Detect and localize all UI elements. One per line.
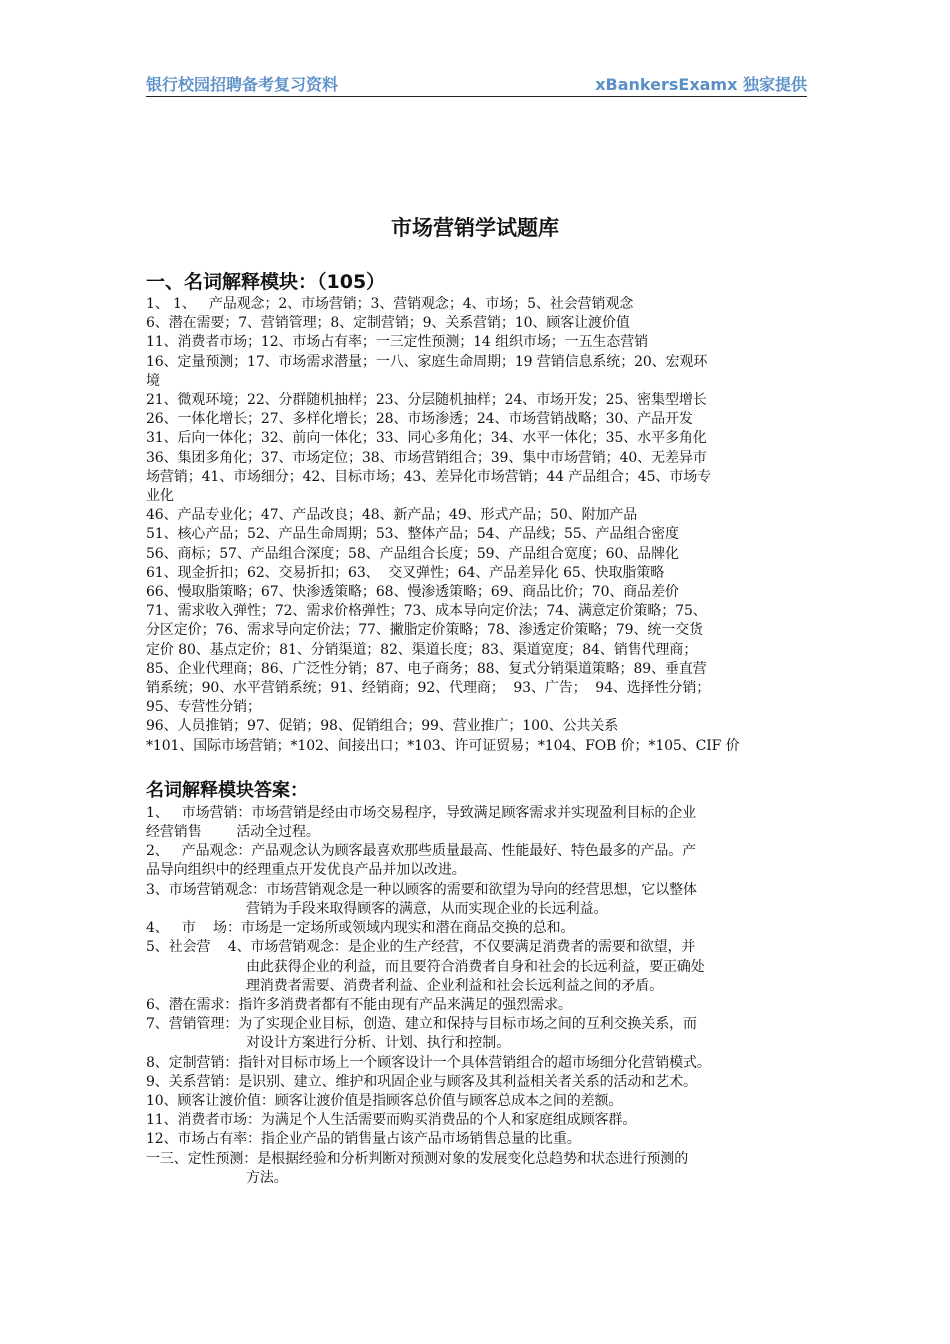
answer-line: 12、市场占有率：指企业产品的销售量占该产品市场销售总量的比重。 bbox=[146, 1131, 581, 1148]
terms-line: 销系统；90、水平营销系统；91、经销商；92、代理商； 93、广告； 94、选择性分销； bbox=[146, 680, 711, 697]
terms-line: 71、需求收入弹性；72、需求价格弹性；73、成本导向定价法；74、满意定价策略；75、 bbox=[146, 603, 707, 620]
header-right-text: xBankersExamx 独家提供 bbox=[595, 75, 807, 94]
terms-line: 61、现金折扣；62、交易折扣；63、 交叉弹性；64、产品差异化 65、快取脂策略 bbox=[146, 564, 665, 581]
document-body bbox=[146, 270, 810, 1188]
terms-line: 分区定价；76、需求导向定价法；77、撇脂定价策略；78、渗透定价策略；79、统一交货 bbox=[146, 622, 703, 639]
answer-line: 由此获得企业的利益，而且要符合消费者自身和社会的长远利益，要正确处 bbox=[246, 958, 705, 975]
answer-line: 方法。 bbox=[246, 1169, 288, 1186]
terms-line: 定价 80、基点定价；81、分销渠道；82、渠道长度；83、渠道宽度；84、销售代理商； bbox=[146, 641, 698, 658]
answer-line: 2、 产品观念：产品观念认为顾客最喜欢那些质量最高、性能最好、特色最多的产品。产 bbox=[146, 843, 697, 860]
answer-line: 经营销售 活动全过程。 bbox=[146, 824, 320, 841]
answer-line: 1、 市场营销：市场营销是经由市场交易程序，导致满足顾客需求并实现盈利目标的企业 bbox=[146, 804, 697, 821]
terms-line: 26、一体化增长；27、多样化增长；28、市场渗透；24、市场营销战略；30、产品开发 bbox=[146, 411, 693, 428]
terms-line: 31、后向一体化；32、前向一体化；33、同心多角化；34、水平一体化；35、水平多角化 bbox=[146, 430, 707, 447]
terms-line: 11、消费者市场；12、市场占有率；一三定性预测；14 组织市场；一五生态营销 bbox=[146, 334, 648, 351]
terms-list bbox=[146, 295, 810, 756]
terms-line: 46、产品专业化；47、产品改良；48、新产品；49、形式产品；50、附加产品 bbox=[146, 507, 638, 524]
terms-line: 21、微观环境；22、分群随机抽样；23、分层随机抽样；24、市场开发；25、密集型增长 bbox=[146, 392, 707, 409]
section-heading-terms: 一、名词解释模块：（105） bbox=[146, 271, 386, 293]
answer-line: 5、社会营 4、市场营销观念：是企业的生产经营，不仅要满足消费者的需要和欲望，并 bbox=[146, 939, 696, 956]
terms-line: 56、商标；57、产品组合深度；58、产品组合长度；59、产品组合宽度；60、品牌化 bbox=[146, 545, 679, 562]
answer-line: 6、潜在需求：指许多消费者都有不能由现有产品来满足的强烈需求。 bbox=[146, 996, 572, 1013]
answer-line: 9、关系营销：是识别、建立、维护和巩固企业与顾客及其利益相关者关系的活动和艺术。 bbox=[146, 1073, 697, 1090]
terms-line: 业化 bbox=[146, 488, 174, 505]
terms-line: 95、专营性分销； bbox=[146, 699, 261, 716]
header-left-text: 银行校园招聘备考复习资料 bbox=[146, 75, 339, 94]
answer-line: 对设计方案进行分析、计划、执行和控制。 bbox=[246, 1035, 511, 1052]
answer-line: 3、市场营销观念：市场营销观念是一种以顾客的需要和欲望为导向的经营思想，它以整体 bbox=[146, 881, 697, 898]
answer-line: 品导向组织中的经理重点开发优良产品并加以改进。 bbox=[146, 862, 466, 879]
answer-line: 4、 市 场：市场是一定场所或领域内现实和潜在商品交换的总和。 bbox=[146, 920, 575, 937]
terms-line: 16、定量预测；17、市场需求潜量；一八、家庭生命周期；19 营销信息系统；20、宏观环 bbox=[146, 353, 708, 370]
terms-line: 85、企业代理商；86、广泛性分销；87、电子商务；88、复式分销渠道策略；89、垂直营 bbox=[146, 660, 707, 677]
answer-line: 10、顾客让渡价值：顾客让渡价值是指顾客总价值与顾客总成本之间的差额。 bbox=[146, 1092, 623, 1109]
terms-line: 境 bbox=[146, 372, 160, 389]
terms-line: 96、人员推销；97、促销；98、促销组合；99、营业推广；100、公共关系 bbox=[146, 718, 619, 735]
terms-line: 1、 1、 产品观念；2、市场营销；3、营销观念；4、市场；5、社会营销观念 bbox=[146, 296, 634, 312]
answer-line: 8、定制营销：指针对目标市场上一个顾客设计一个具体营销组合的超市场细分化营销模式。 bbox=[146, 1054, 711, 1071]
answer-line: 7、营销管理：为了实现企业目标，创造、建立和保持与目标市场之间的互利交换关系，而 bbox=[146, 1016, 697, 1033]
page-header bbox=[146, 70, 807, 97]
terms-line: 66、慢取脂策略；67、快渗透策略；68、慢渗透策略；69、商品比价；70、商品差价 bbox=[146, 584, 679, 601]
terms-line: 36、集团多角化；37、市场定位；38、市场营销组合；39、集中市场营销；40、无差异市 bbox=[146, 449, 707, 466]
terms-line: 6、潜在需要；7、营销管理；8、定制营销；9、关系营销；10、顾客让渡价值 bbox=[146, 315, 630, 332]
terms-line: *101、国际市场营销；*102、间接出口；*103、许可证贸易；*104、FOB 价；*105、CIF 价 bbox=[146, 737, 740, 754]
answer-line: 11、消费者市场：为满足个人生活需要而购买消费品的个人和家庭组成顾客群。 bbox=[146, 1112, 637, 1129]
terms-line: 51、核心产品；52、产品生命周期；53、整体产品；54、产品线；55、产品组合密度 bbox=[146, 526, 679, 543]
answer-line: 理消费者需要、消费者利益、企业利益和社会长远利益之间的矛盾。 bbox=[246, 977, 663, 994]
terms-line: 场营销；41、市场细分；42、目标市场；43、差异化市场营销；44 产品组合；45、市场专 bbox=[146, 468, 712, 485]
answer-line: 一三、定性预测：是根据经验和分析判断对预测对象的发展变化总趋势和状态进行预测的 bbox=[146, 1150, 689, 1167]
section-heading-answers: 名词解释模块答案： bbox=[146, 779, 308, 801]
answers-list bbox=[146, 804, 810, 1188]
document-title: 市场营销学试题库 bbox=[391, 216, 559, 240]
answer-line: 营销为手段来取得顾客的满意，从而实现企业的长远利益。 bbox=[246, 900, 608, 917]
